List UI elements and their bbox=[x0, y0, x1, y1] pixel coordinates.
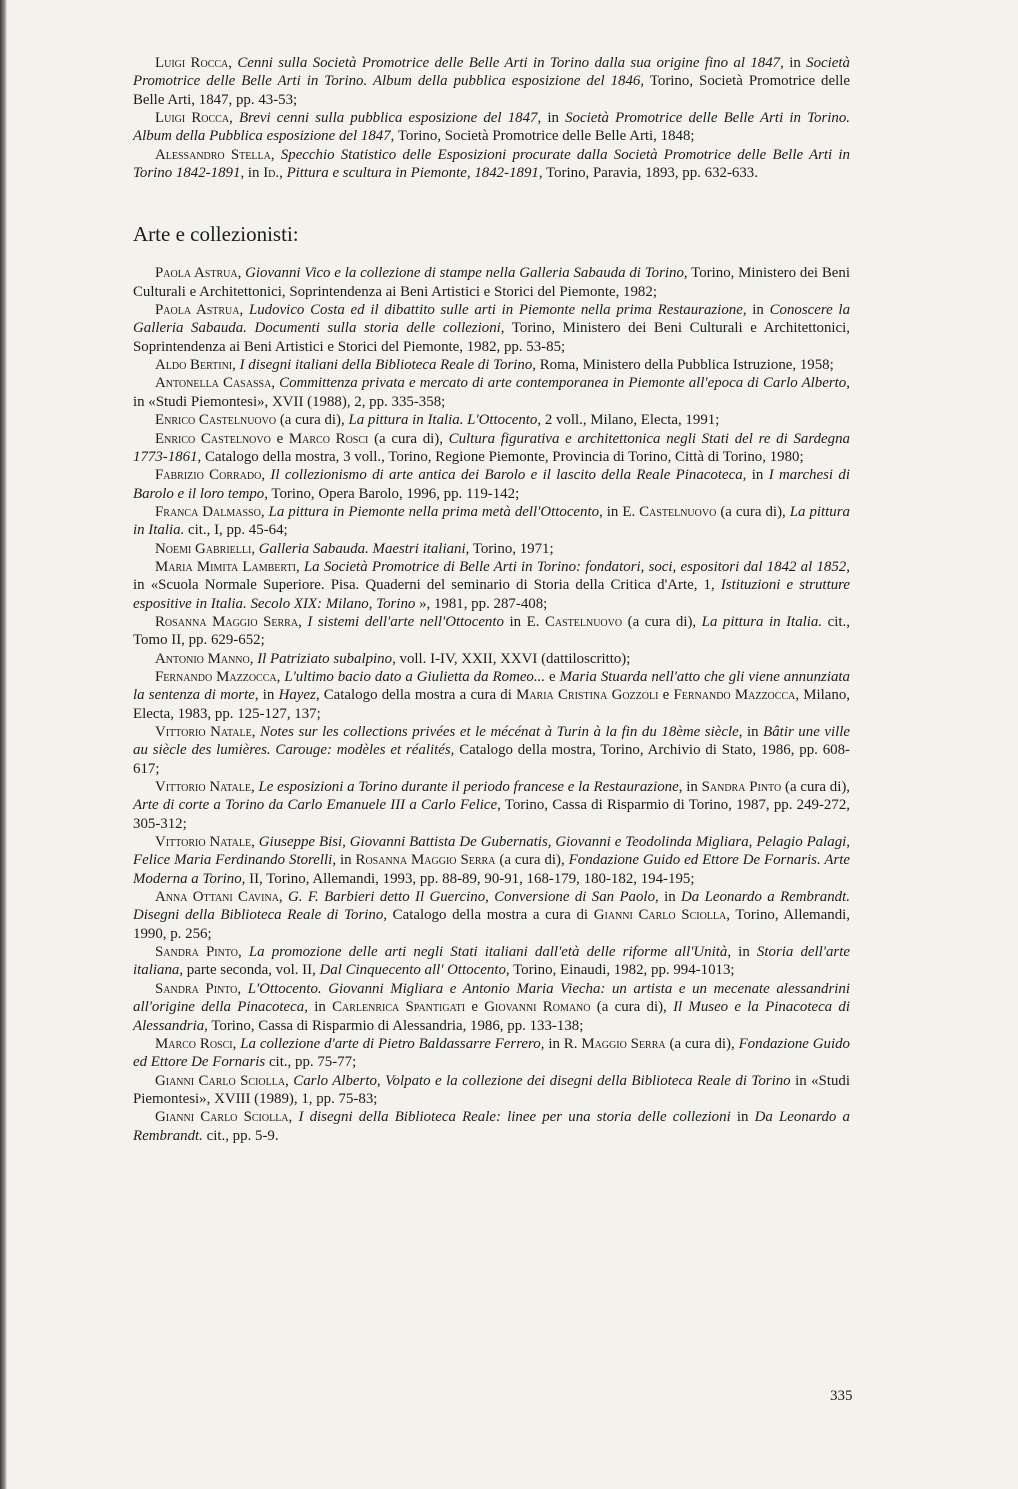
entry-title: Giuseppe Bisi, Giovanni Battista De Gubernatis, Giovanni e Teodolinda Migliara, Pelagio Palagi, Felice Maria Ferdinando Storelli bbox=[133, 834, 851, 869]
entry-author: Gianni Carlo Sciolla bbox=[593, 907, 727, 924]
entry-text: , bbox=[229, 110, 239, 127]
entry-author: Marco Rosci bbox=[288, 430, 369, 447]
entry-text: , Catalogo della mostra, 3 voll., Torino, Regione Piemonte, Provincia di Torino, Città di Torino, 1980; bbox=[197, 448, 804, 465]
entry-title: Brevi cenni sulla pubblica esposizione del 1847 bbox=[238, 110, 538, 127]
bibliography-entry bbox=[133, 54, 850, 109]
entry-title: Società Promotrice delle Belle Arti in Torino. Album della Pubblica esposizione del 1847 bbox=[133, 110, 850, 145]
entry-text: , 2 voll., Milano, Electa, 1991; bbox=[537, 412, 720, 429]
entry-title: Da Leonardo a Rembrandt. Disegni della Biblioteca Reale di Torino bbox=[133, 889, 850, 924]
entry-text: cit., Tomo II, pp. 629-652; bbox=[133, 613, 850, 649]
entry-author: Fernando Mazzocca bbox=[155, 668, 277, 685]
entry-text: , Torino, Ministero dei Beni Culturali e Architettonici, Soprintendenza ai Beni Artistici e Storici del Piemonte, 1982; bbox=[133, 265, 850, 300]
entry-text: , Torino, Ministero dei Beni Culturali e Architettonici, Soprintendenza ai Beni Artistici e Storici del Piemonte, 1982, pp. 53-85; bbox=[133, 320, 850, 355]
entry-title: Istituzioni e strutture espositive in Italia. Secolo XIX: Milano, Torino bbox=[133, 577, 850, 612]
entry-author: Anna Ottani Cavina bbox=[155, 889, 279, 906]
entry-author: Maria Mimita Lamberti bbox=[155, 558, 296, 575]
entry-text: in bbox=[730, 1109, 755, 1126]
entry-text: cit., I, pp. 45-64; bbox=[184, 522, 288, 539]
entry-title: L'Ottocento. Giovanni Migliara e Antonio Maria Viecha: un artista e un mecenate alessandrini all'origine della Pinacoteca bbox=[133, 980, 850, 1016]
entry-author: Vittorio Natale bbox=[155, 834, 252, 851]
entry-title: Galleria Sabauda. Maestri italiani bbox=[258, 540, 466, 557]
entry-title: Il Museo e la Pinacoteca di Alessandria bbox=[133, 999, 850, 1034]
entry-title: Il collezionismo di arte antica dei Barolo e il lascito della Reale Pinacoteca bbox=[270, 467, 743, 484]
entry-text: , bbox=[237, 980, 248, 997]
entry-text: , bbox=[285, 1072, 294, 1089]
entry-author: Carlenrica Spantigati bbox=[332, 999, 466, 1016]
entry-title: I sistemi dell'arte nell'Ottocento bbox=[307, 613, 504, 630]
entry-text: , Torino, Einaudi, 1982, pp. 994-1013; bbox=[505, 962, 735, 979]
entry-title: La collezione d'arte di Pietro Baldassarre Ferrero bbox=[240, 1035, 541, 1052]
entry-text: , Catalogo della mostra a cura di bbox=[315, 687, 517, 704]
entry-text: , Torino, Paravia, 1893, pp. 632-633. bbox=[538, 165, 758, 182]
entry-text: (a cura di), bbox=[276, 412, 349, 429]
entry-text: , bbox=[295, 558, 304, 575]
entry-author: Rosanna Maggio Serra bbox=[355, 852, 496, 869]
entry-text: , Torino, Cassa di Risparmio di Torino, 1987, pp. 249-272, 305-312; bbox=[133, 797, 850, 832]
entry-text: , bbox=[232, 357, 240, 374]
entry-author: Vittorio Natale bbox=[155, 724, 252, 740]
entry-text: , bbox=[276, 668, 285, 685]
entry-title: Notes sur les collections privées et le mécénat à Turin à la fin du 18ème siècle bbox=[260, 724, 739, 740]
entry-text: , bbox=[278, 889, 288, 906]
bibliography-entry bbox=[133, 1035, 850, 1072]
entry-author: Gianni Carlo Sciolla bbox=[155, 1072, 286, 1089]
entry-title: Giovanni Vico e la collezione di stampe nella Galleria Sabauda di Torino bbox=[245, 265, 684, 282]
entry-text: , bbox=[288, 1109, 299, 1126]
bibliography-entry bbox=[133, 540, 850, 558]
entry-text: (a cura di), bbox=[368, 430, 449, 447]
entry-author: Enrico Castelnuovo bbox=[155, 412, 277, 429]
entry-author: Id. bbox=[263, 165, 280, 182]
entry-title: G. F. Barbieri detto Il Guercino, Conversione di San Paolo bbox=[288, 889, 656, 906]
entry-text: , bbox=[249, 650, 258, 667]
section-heading: Arte e collezionisti: bbox=[133, 222, 299, 247]
entry-title: Fondazione Guido ed Ettore De Fornaris bbox=[133, 1035, 850, 1071]
entry-title: Dal Cinquecento all' Ottocento bbox=[319, 962, 506, 979]
entry-text: in E. bbox=[503, 613, 545, 630]
entry-text: , in bbox=[742, 302, 770, 319]
entry-text: , parte seconda, vol. II, bbox=[179, 962, 320, 979]
entry-author: Paola Astrua bbox=[155, 265, 238, 282]
bibliography-entry bbox=[133, 943, 850, 980]
entry-text: , Torino, 1971; bbox=[465, 540, 554, 557]
entry-author: Antonio Manno bbox=[155, 650, 250, 667]
bibliography-entry bbox=[133, 1072, 850, 1109]
entry-text: , in bbox=[655, 889, 682, 906]
entry-text: , bbox=[237, 944, 249, 961]
entry-text: , Catalogo della mostra a cura di bbox=[383, 907, 594, 924]
entry-title: Committenza privata e mercato di arte contemporanea in Piemonte all'epoca di Carlo Alberto bbox=[279, 375, 847, 392]
entry-author: Fabrizio Corrado bbox=[155, 467, 262, 484]
entry-author: Luigi Rocca bbox=[155, 55, 229, 71]
entry-text: (a cura di), bbox=[590, 999, 674, 1016]
entry-text: , bbox=[251, 834, 259, 851]
entry-text: , Roma, Ministero della Pubblica Istruzione, 1958; bbox=[532, 357, 834, 374]
entry-author: Enrico Castelnovo bbox=[155, 430, 271, 447]
bibliography-entry bbox=[133, 613, 850, 650]
entry-title: La promozione delle arti negli Stati italiani dall'età delle riforme all'Unità bbox=[248, 944, 728, 961]
entry-text: , in bbox=[304, 999, 333, 1016]
entry-text: e bbox=[545, 668, 560, 685]
entry-text: , bbox=[251, 724, 261, 740]
entry-text: , in bbox=[240, 165, 264, 182]
entry-text: , Catalogo della mostra, Torino, Archivio di Stato, 1986, pp. 608-617; bbox=[133, 742, 851, 777]
entry-author: Maria Cristina Gozzoli bbox=[516, 687, 659, 704]
entry-text: e bbox=[270, 430, 289, 447]
entry-text: , in bbox=[537, 110, 566, 127]
bibliography-entry bbox=[133, 558, 850, 613]
entry-author: Castelnuovo bbox=[639, 503, 717, 520]
entry-author: Sandra Pinto bbox=[155, 980, 238, 997]
entry-text: , in R. bbox=[540, 1035, 582, 1052]
entry-author: Castelnuovo bbox=[544, 613, 623, 630]
entry-author: Paola Astrua bbox=[155, 302, 240, 319]
entry-title: L'ultimo bacio dato a Giulietta da Romeo... bbox=[284, 668, 546, 685]
entry-text: , in «Scuola Normale Superiore. Pisa. Quaderni del seminario di Storia della Critica d'Arte, 1, bbox=[133, 558, 850, 594]
entry-text: , bbox=[237, 265, 246, 282]
entry-title: Ludovico Costa ed il dibattito sulle arti in Piemonte nella prima Restaurazione bbox=[248, 302, 743, 319]
entry-title: Le esposizioni a Torino durante il periodo francese e la Restaurazione bbox=[258, 779, 679, 796]
entry-text: , in bbox=[727, 944, 757, 961]
bibliography-entry bbox=[133, 778, 850, 833]
bibliography-entry bbox=[133, 374, 850, 411]
entry-text: , in bbox=[738, 724, 764, 740]
entry-author: Rosanna Maggio Serra bbox=[155, 613, 299, 630]
entry-author: Gianni Carlo Sciolla bbox=[155, 1109, 289, 1126]
entry-text: , in bbox=[780, 55, 807, 71]
entry-author: Maggio Serra bbox=[581, 1035, 666, 1052]
bibliography-entry bbox=[133, 833, 850, 888]
entry-title: La pittura in Piemonte nella prima metà dell'Ottocento bbox=[268, 503, 600, 520]
entry-text: , bbox=[239, 302, 249, 319]
entry-author: Aldo Bertini bbox=[155, 357, 233, 374]
entry-title: Il Patriziato subalpino bbox=[257, 650, 393, 667]
entry-text: cit., pp. 5-9. bbox=[202, 1127, 279, 1144]
page-number: 335 bbox=[830, 1388, 853, 1404]
entry-author: Sandra Pinto bbox=[701, 779, 782, 796]
entry-title: Specchio Statistico delle Esposizioni procurate dalla Società Promotrice delle Belle Arti in Torino 1842-1891 bbox=[133, 146, 851, 182]
entry-title: Pittura e scultura in Piemonte, 1842-1891 bbox=[286, 165, 539, 182]
bibliography-entry bbox=[133, 146, 850, 183]
bibliography-section-collectors bbox=[133, 264, 850, 1145]
entry-title: Hayez bbox=[278, 687, 316, 704]
entry-title: La pittura in Italia. bbox=[133, 503, 850, 539]
entry-text: , bbox=[260, 503, 269, 520]
entry-text: , bbox=[271, 375, 280, 392]
entry-title: Carlo Alberto, Volpato e la collezione dei disegni della Biblioteca Reale di Torino bbox=[293, 1072, 791, 1089]
bibliography-entry bbox=[133, 723, 850, 778]
entry-text: , in bbox=[678, 779, 702, 796]
entry-title: I marchesi di Barolo e il loro tempo bbox=[133, 467, 850, 502]
entry-text: , bbox=[298, 613, 308, 630]
bibliography-entry bbox=[133, 411, 850, 429]
bibliography-entry bbox=[133, 301, 850, 356]
entry-author: Marco Rosci bbox=[155, 1035, 233, 1052]
entry-text: e bbox=[465, 999, 485, 1016]
bibliography-entry bbox=[133, 503, 850, 540]
entry-title: La Società Promotrice di Belle Arti in Torino: fondatori, soci, espositori dal 1842 al 1852 bbox=[303, 558, 847, 575]
entry-text: (a cura di), bbox=[716, 503, 790, 520]
entry-title: Maria Stuarda nell'atto che gli viene annunziata la sentenza di morte bbox=[133, 668, 850, 704]
entry-title: Arte di corte a Torino da Carlo Emanuele III a Carlo Felice bbox=[133, 797, 498, 814]
entry-title: Cenni sulla Società Promotrice delle Belle Arti in Torino dalla sua origine fino al 1847 bbox=[237, 55, 781, 71]
entry-text: , voll. I-IV, XXII, XXVI (dattiloscritto); bbox=[392, 650, 631, 667]
entry-text: , Torino, Società Promotrice delle Belle Arti, 1847, pp. 43-53; bbox=[133, 73, 850, 108]
bibliography-entry bbox=[133, 1108, 850, 1145]
entry-text: , bbox=[250, 779, 259, 796]
entry-text: , Torino, Società Promotrice delle Belle Arti, 1848; bbox=[390, 128, 695, 145]
entry-text: , bbox=[261, 467, 271, 484]
entry-title: La pittura in Italia. L'Ottocento bbox=[348, 412, 538, 429]
entry-title: Da Leonardo a Rembrandt. bbox=[133, 1109, 850, 1144]
book-spine-shadow bbox=[0, 0, 7, 1489]
entry-title: Fondazione Guido ed Ettore De Fornaris. Arte Moderna a Torino bbox=[133, 852, 850, 887]
entry-text: (a cura di), bbox=[665, 1035, 739, 1052]
bibliography-entry bbox=[133, 980, 850, 1035]
entry-text: (a cura di), bbox=[622, 613, 702, 630]
bibliography-entry bbox=[133, 264, 850, 301]
entry-text: , Torino, Opera Barolo, 1996, pp. 119-142; bbox=[264, 485, 520, 502]
entry-text: , Milano, Electa, 1983, pp. 125-127, 137; bbox=[133, 687, 851, 722]
entry-title: La pittura in Italia. bbox=[701, 613, 823, 630]
entry-text: », 1981, pp. 287-408; bbox=[415, 595, 548, 612]
bibliography-section-society bbox=[133, 54, 850, 182]
bibliography-page bbox=[133, 54, 850, 1145]
entry-author: Sandra Pinto bbox=[155, 944, 238, 961]
entry-text: , II, Torino, Allemandi, 1993, pp. 88-89, 90-91, 168-179, 180-182, 194-195; bbox=[241, 870, 695, 887]
entry-text: (a cura di), bbox=[495, 852, 569, 869]
entry-title: Storia dell'arte italiana bbox=[133, 944, 850, 979]
entry-title: Conoscere la Galleria Sabauda. Documenti sulla storia delle collezioni bbox=[133, 302, 851, 337]
entry-text: , bbox=[279, 165, 287, 182]
entry-text: , bbox=[270, 146, 281, 163]
entry-text: , Torino, Allemandi, 1990, p. 256; bbox=[133, 907, 851, 942]
entry-text: , bbox=[251, 540, 259, 557]
entry-text: cit., pp. 75-77; bbox=[265, 1054, 357, 1071]
entry-author: Luigi Rocca bbox=[155, 110, 230, 127]
bibliography-entry bbox=[133, 650, 850, 668]
entry-author: Noemi Gabrielli bbox=[155, 540, 252, 557]
entry-title: Società Promotrice delle Belle Arti in Torino. Album della pubblica esposizione del 1846 bbox=[133, 55, 850, 90]
entry-author: Antonella Casassa bbox=[155, 375, 272, 392]
entry-text: in «Studi Piemontesi», XVIII (1989), 1, pp. 75-83; bbox=[133, 1072, 851, 1107]
bibliography-entry bbox=[133, 888, 850, 943]
entry-text: , bbox=[232, 1035, 241, 1052]
entry-text: , in «Studi Piemontesi», XVII (1988), 2, pp. 335-358; bbox=[133, 375, 850, 410]
bibliography-entry bbox=[133, 109, 850, 146]
entry-author: Fernando Mazzocca bbox=[673, 687, 796, 704]
entry-title: Bâtir une ville au siècle des lumières. Carouge: modèles et réalités bbox=[133, 724, 851, 759]
bibliography-entry bbox=[133, 430, 850, 467]
entry-author: Franca Dalmasso bbox=[155, 503, 261, 520]
entry-author: Giovanni Romano bbox=[484, 999, 591, 1016]
entry-text: e bbox=[658, 687, 674, 704]
bibliography-entry bbox=[133, 466, 850, 503]
entry-title: Cultura figurativa e architettonica negli Stati del re di Sardegna 1773-1861 bbox=[133, 430, 850, 465]
entry-title: I disegni italiani della Biblioteca Reale di Torino bbox=[239, 357, 533, 374]
entry-text: , in bbox=[742, 467, 769, 484]
entry-title: I disegni della Biblioteca Reale: linee per una storia delle collezioni bbox=[298, 1109, 731, 1126]
entry-author: Vittorio Natale bbox=[155, 779, 251, 796]
entry-text: , in bbox=[332, 852, 356, 869]
bibliography-entry bbox=[133, 356, 850, 374]
entry-text: , in bbox=[254, 687, 279, 704]
entry-text: , in E. bbox=[599, 503, 640, 520]
entry-text: , bbox=[228, 55, 238, 71]
entry-text: , Torino, Cassa di Risparmio di Alessandria, 1986, pp. 133-138; bbox=[204, 1017, 584, 1034]
bibliography-entry bbox=[133, 668, 850, 723]
entry-text: (a cura di), bbox=[781, 779, 851, 796]
entry-author: Alessandro Stella bbox=[155, 146, 271, 163]
